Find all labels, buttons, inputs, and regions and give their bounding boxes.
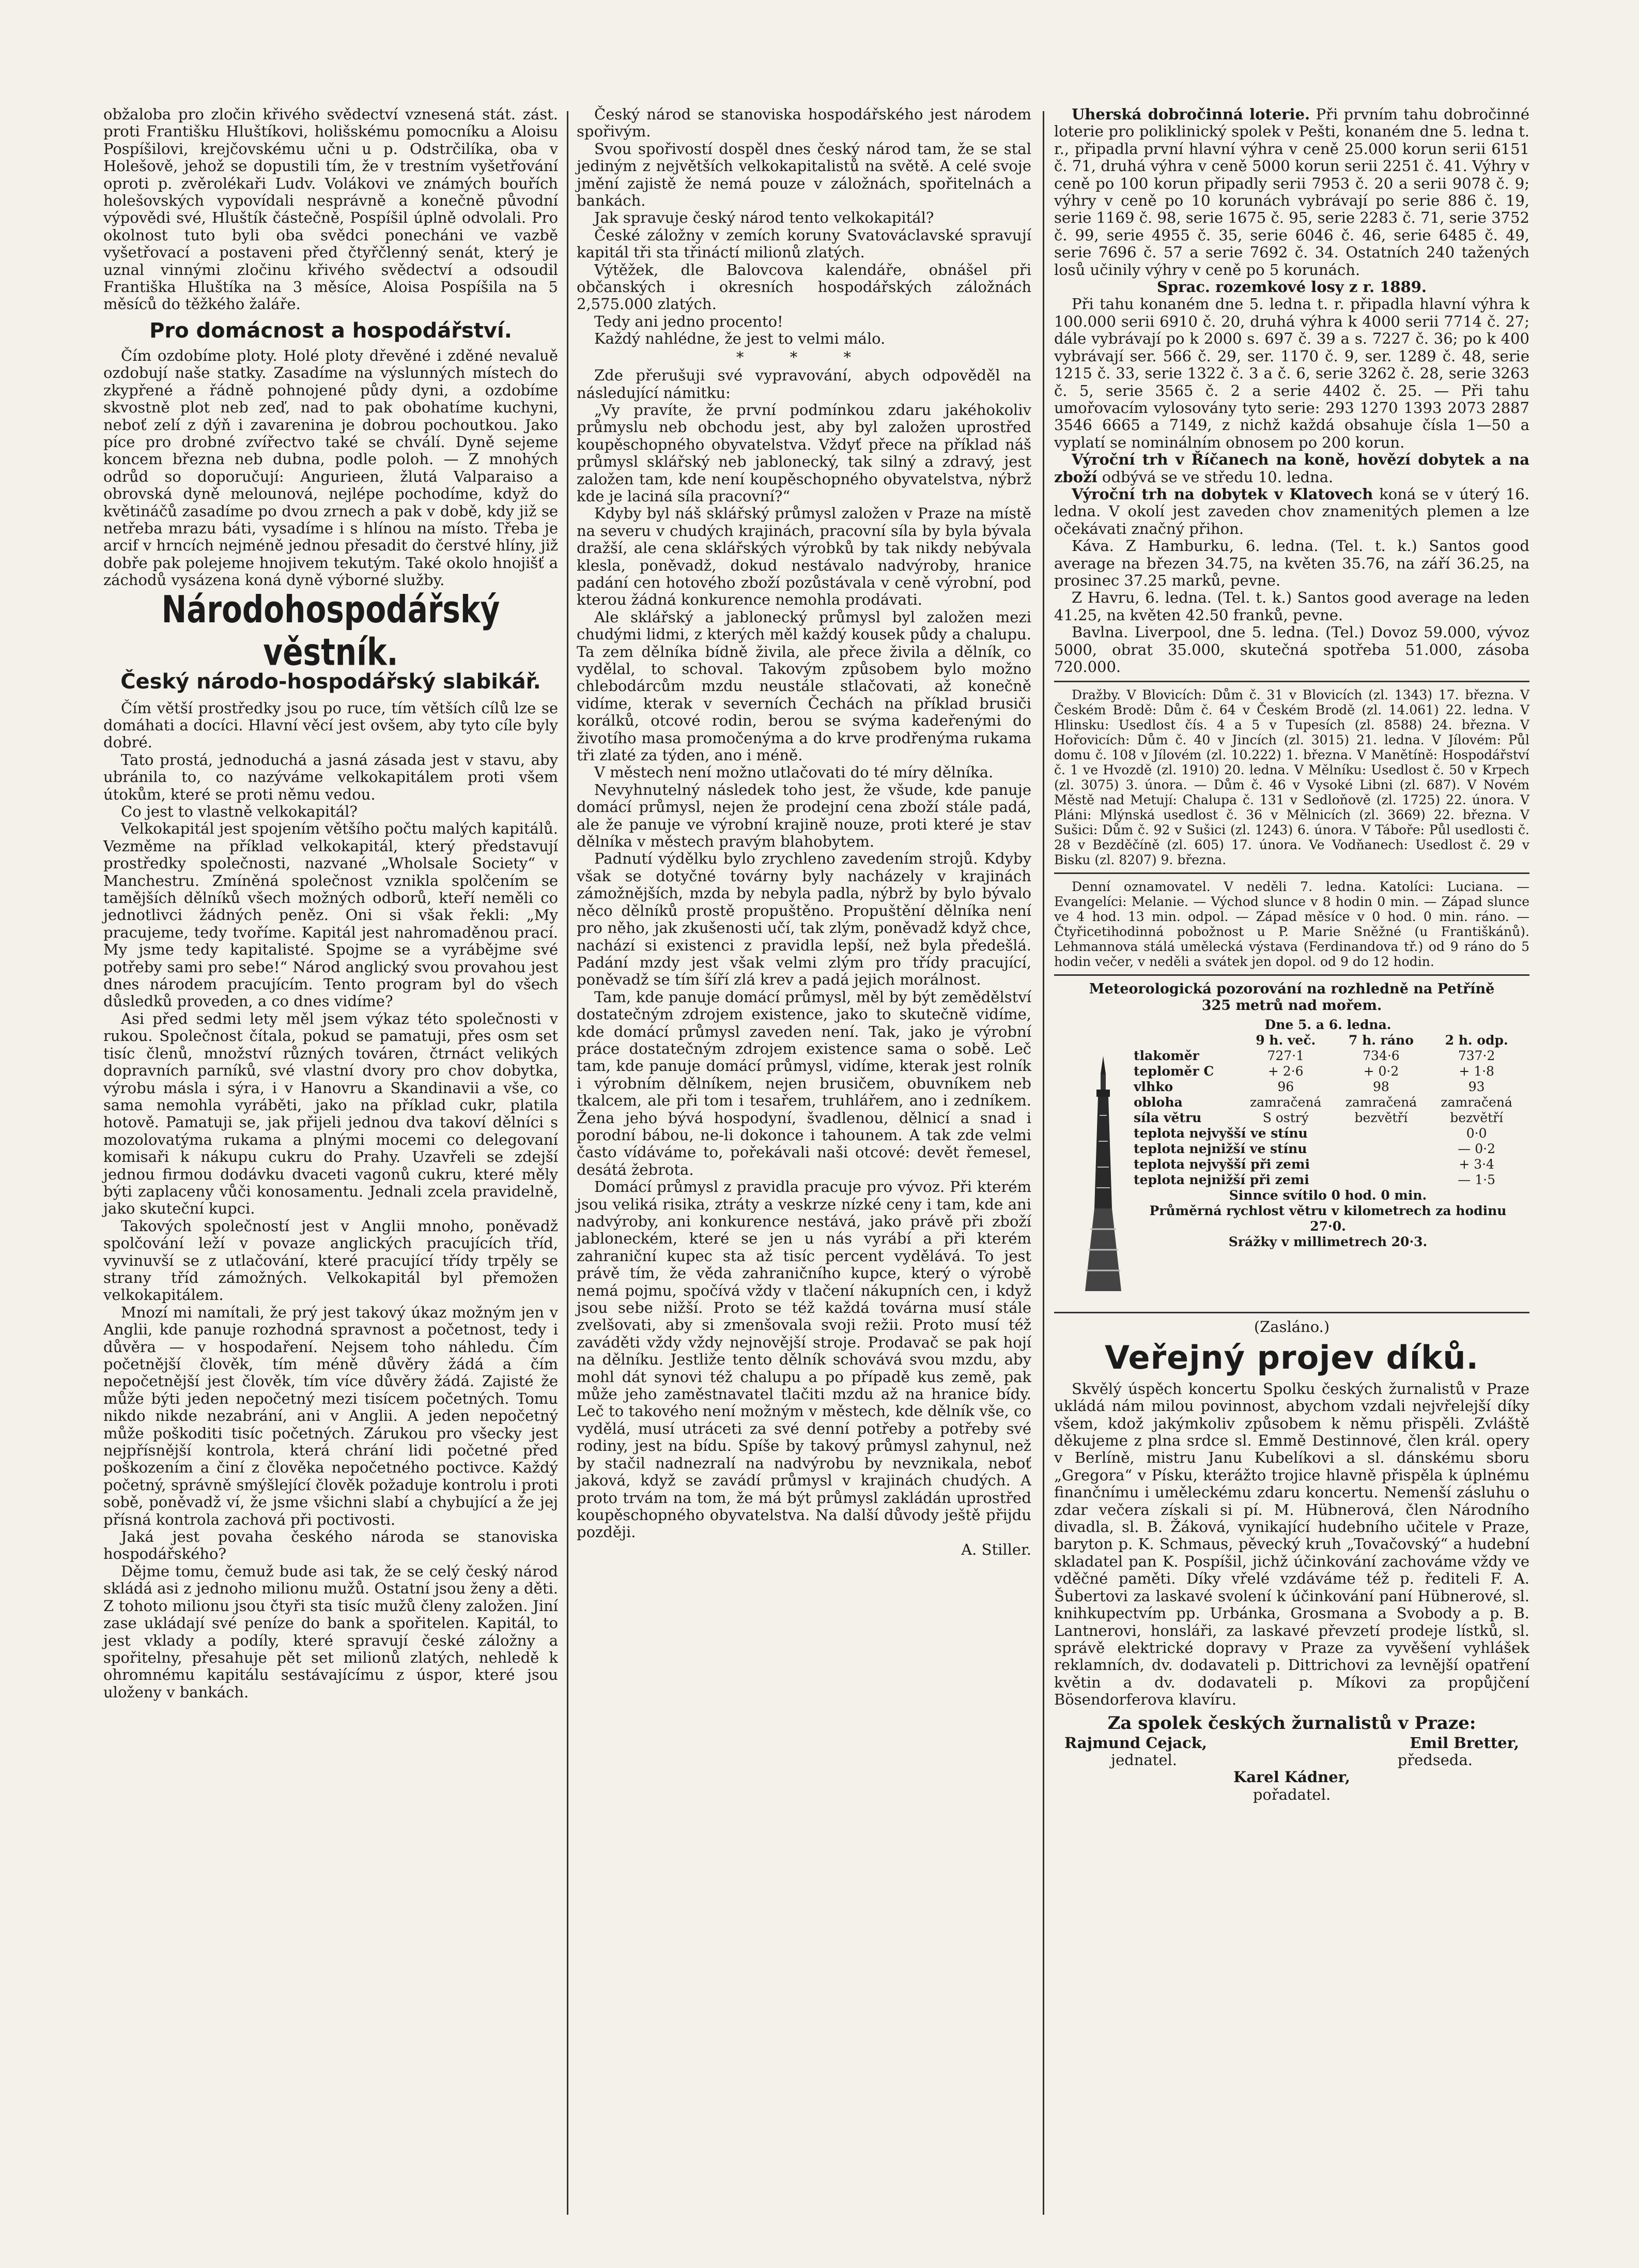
table-row xyxy=(1132,1079,1524,1095)
paragraph: Asi před sedmi lety měl jsem výkaz této společnosti v rukou. Společnost čítala, pokud se pamatuji, přes osm set tisíc členů, množství různých továren, čtrnáct velikých dopravních parníků, své vlastní dvory pro chov dobytka, výrobu másla i sýra, i v Hanovru a Skandinavii a vše, co sama nemohla vyráběti, jako na příklad cukr, platila hotově. Pamatuji se, jak přijeli jednou dva takoví dělníci s mozolovatýma rukama a plnými mocemi co delegovaní komisaři k nákupu cukru do Prahy. Uzavřeli se zdejší jednou firmou dodávku dvaceti vagonů cukru, které měly býti zaplaceny vůči konosamentu. Jednali zcela pravidelně, jako skuteční kupci. xyxy=(103,1009,558,1218)
row-label: obloha xyxy=(1134,1095,1183,1110)
paragraph: Nevyhnutelný následek toho jest, že všude, kde panuje domácí průmysl, nejen že prodejní cena zboží stále padá, ale že panuje ve výrobní krajině nouze, proti které je stav dělníka v městech pravým blahobytem. xyxy=(577,780,1031,851)
column-header: 9 h. več. xyxy=(1256,1033,1316,1048)
table-row xyxy=(1132,1110,1524,1126)
zaslano-label: (Zasláno.) xyxy=(1254,1318,1330,1336)
signature-role: jednatel. xyxy=(1111,1751,1177,1769)
section-heading: Národohospodářský věstník. xyxy=(161,587,500,674)
paragraph: Velkokapitál jest spojením většího počtu malých kapitálů. Vezměme na příklad velkokapitál, který představují prostředky společnosti, nazvané „Wholsale Society“ v Manchestru. Zmíněná společnost vznikla spolčením se tamějších dělníků všech možných odborů, kteří neměli co jednotlivci žádných peněz. Oni si však řekli: „My pracujeme, tedy tvoříme. Kapitál jest nahromaděnou prací. My jsme tedy kapitalisté. Spojme se a vyrábějme své potřeby sami pro sebe!“ Národ anglický svou provahou jest dnes národem pracujícím. Tento program byl do všech důsledků proveden, a co dnes vidíme? xyxy=(103,820,558,1010)
item-heading: Výroční trh na dobytek v Klatovech xyxy=(1072,485,1373,503)
paragraph: Tam, kde panuje domácí průmysl, měl by být zemědělství dostatečným zdrojem existence, jako to skutečně vidíme, kde domácí průmysl zaveden není. Tak, jako je výrobní práce dostatečným zdrojem existence sama o sobě. Leč tam, kde panuje domácí průmysl, vidíme, kterak jest rolník i výrobním dělníkem, nejen brusičem, obuvníkem neb tkalcem, ale při tom i tesařem, truhlářem, ano i zedníkem. Žena jeho bývá hospodyní, švadlenou, dělnicí a snad i porodní bábou, ne-li dokonce i tahounem. A tak zde velmi často vídáváme to, pořekávali naši otcové: devět řemesel, desátá žebrota. xyxy=(577,988,1031,1178)
paragraph: Co jest to vlastně velkokapitál? xyxy=(121,803,358,820)
table-row xyxy=(1132,1141,1524,1157)
signature-roles xyxy=(1054,1752,1529,1769)
paragraph: Čím větší prostředky jsou po ruce, tím větších cílů lze se domáhati a docíci. Hlavní věcí jest ovšem, aby tyto cíle byly dobré. xyxy=(103,699,558,752)
column-header: 2 h. odp. xyxy=(1445,1033,1508,1048)
weather-date: Dne 5. a 6. ledna. xyxy=(1264,1017,1391,1033)
paragraph: Skvělý úspěch koncertu Spolku českých žurnalistů v Praze ukládá nám milou povinnost, abychom vzdali nejvřelejší díky všem, kdož jakýmkoliv způsobem k němu přispěli. Zvláště děkujeme z plna srdce sl. Emmě Destinnové, člen král. opery v Berlíně, mistru Janu Kubelíkovi a sl. dánskému sboru „Gregora“ v Písku, kterážto trojice hlavně přispěla k úplnému finančnímu i uměleckému zdaru koncertu. Nemenší zásluhu o zdar večera získali si pí. M. Hübnerová, člen Národního divadla, sl. B. Žáková, vynikající hudebního učitele v Praze, baryton p. K. Schmaus, pěvecký kruh „Tovačovský“ a hudební skladatel pan K. Pospíšil, jichž účinkování zachováme vždy ve vděčné paměti. Díky vřelé vzdáváme též p. řediteli F. A. Šubertovi za laskavé svolení k účinkování paní Hübnerové, sl. knihkupectvím pp. Urbánka, Grosmana a Svobody a p. B. Lantnerovi, honsláři, za laskavé převzetí prodeje lístků, sl. správě elektrické dopravy v Praze za vyvěšení vyhlášek reklamních, dv. dodavateli p. Dittrichovi za levnější opatření květin a dv. dodavateli p. Míkovi za propůjčení Bösendorferova klavíru. xyxy=(1054,1380,1529,1709)
cell: 96 xyxy=(1277,1079,1294,1095)
column-rule xyxy=(567,111,568,2215)
cell: bezvětří xyxy=(1450,1110,1504,1126)
table-row xyxy=(1132,1126,1524,1141)
column-3 xyxy=(1054,106,1529,1803)
cell: 734·6 xyxy=(1363,1048,1400,1064)
auctions: Dražby. V Blovicích: Dům č. 31 v Blovicích (zl. 1343) 17. března. V Českém Brodě: Dům č. 64 v Českém Brodě (zl. 14.061) 22. ledna. V Hlinsku: Usedlost čís. 4 a 5 v Tupesích (zl. 8588) 24. března. V Hořovicích: Dům č. 40 v Jincích (zl. 3015) 21. ledna. V Jílovém: Půl domu č. 108 v Jílovém (zl. 10.222) 1. března. V Manětíně: Hospodářství č. 1 ve Hvozdě (zl. 1910) 20. ledna. V Mělníku: Usedlost č. 50 v Krpech (zl. 3075) 3. února. — Dům č. 46 v Vysoké Libni (zl. 687). V Novém Městě nad Metují: Chalupa č. 131 v Sedloňově (zl. 1725) 22. února. V Pláni: Mlýnská usedlost č. 36 v Mělnicích (zl. 3669) 22. března. V Sušici: Dům č. 92 v Sušici (zl. 1243) 6. února. V Táboře: Půl usedlosti č. 28 v Bezděčíně (zl. 605) 17. února. Ve Vodňanech: Usedlost č. 29 v Bisku (zl. 8207) 9. března. xyxy=(1054,687,1529,868)
news-item: Z Havru, 6. ledna. (Tel. t. k.) Santos good average na leden 41.25, na květen 42.50 franků, pevne. xyxy=(1054,589,1529,624)
cell: zamračená xyxy=(1441,1095,1512,1110)
cell: 0·0 xyxy=(1466,1126,1487,1141)
paragraph: Kdyby byl náš sklářský průmysl založen v Praze na místě na severu v chudých krajinách, pracovní síla by byla bývala dražší, ale cena sklářských výrobků by tak nikdy nebývala klesla, poněvadž, dokud nestávalo nadvýroby, hranice padání cen hotového zboží pozůstávala v ceně výrobní, pod kterou žádná konkurence nemohla prodávati. xyxy=(577,504,1031,609)
signature-name: Karel Kádner, xyxy=(1233,1768,1350,1786)
news-item: Při tahu konaném dne 5. ledna t. r. připadla hlavní výhra k 100.000 serii 6910 č. 20, druhá výhra k 4000 serii 7714 č. 27; dále vybrávají po k 2000 s. 697 č. 39 a s. 7227 č. 36; po k 400 vybrávají ser. 566 č. 29, ser. 1170 č. 9, ser. 1289 č. 48, serie 1215 č. 33, serie 1322 č. 3 a č. 6, serie 3262 č. 28, serie 3263 č. 5, serie 3565 č. 2 a serie 4402 č. 25. — Při tahu umořovacím vylosovány tyto serie: 293 1270 1393 2073 2887 3546 6665 a 7149, z nichž každá obsahuje čísla 1—50 a vyplatí se nominálním obnosem po 200 korun. xyxy=(1054,295,1529,451)
cell: + 2·6 xyxy=(1267,1064,1304,1079)
news-item xyxy=(1054,486,1529,538)
cell: — 1·5 xyxy=(1458,1172,1495,1188)
row-label: vlhko xyxy=(1134,1079,1173,1095)
cell: zamračená xyxy=(1345,1095,1417,1110)
table-row xyxy=(1132,1095,1524,1110)
column-header: 7 h. ráno xyxy=(1348,1033,1414,1048)
daily-calendar: Denní oznamovatel. V neděli 7. ledna. Katolíci: Luciana. — Evangelíci: Melanie. — Východ slunce v 8 hodin 0 min. — Západ slunce ve 4 hod. 13 min. odpol. — Západ měsíce v 0 hod. 0 min. ráno. — Čtyřicetihodinná pobožnost u P. Marie Sněžné (u Františkánů). Lehmannova stálá umělecká výstava (Ferdinandova tř.) od 9 ráno do 5 hodin večer, v neděli a svátek jen dopol. od 9 do 12 hodin. xyxy=(1054,879,1529,970)
table-header-row xyxy=(1132,1033,1524,1048)
row-label: síla větru xyxy=(1134,1110,1202,1126)
cell: S ostrý xyxy=(1262,1110,1309,1126)
weather-grid xyxy=(1132,1033,1524,1188)
separator-stars: * * * xyxy=(736,348,872,366)
weather-subtitle: 325 metrů nad mořem. xyxy=(1201,998,1382,1014)
paragraph: Tedy ani jedno procento! xyxy=(594,312,783,330)
row-label: teplota nejnižší při zemi xyxy=(1134,1172,1309,1188)
weather-note: Srážky v millimetrech 20·3. xyxy=(1228,1234,1428,1250)
paragraph: Dějme tomu, čemuž bude asi tak, že se celý český národ skládá asi z jednoho milionu mužů. Ostatní jsou ženy a děti. Z tohoto milionu jsou čtyři sta tisíc mužů členy založen. Jiní zase ukládají své peníze do bank a spořitelen. Kapitál, to jest vklady a podíly, které spravují české záložny a spořitelny, přesahuje pět set milionů zlatých, nehledě k ohromnému kapitálu sestávajícímu z úspor, které jsou uloženy v bankách. xyxy=(103,1562,558,1701)
paragraph: Padnutí výdělku bylo zrychleno zavedením strojů. Kdyby však se dotyčné továrny byly nacházely v krajinách zámožnějších, mzda by nebyla padla, nýbrž by bylo bývalo něco dělníků prostě propuštěno. Propuštění dělníka není pro něho, jak zkušenosti učí, tak zlým, poněvadž když chce, nachází si existenci z pravidla lepší, než byla předešlá. Padání mzdy jest však velmi zlým pro třídy pracující, poněvadž se tím šíří zlá krev a padá jejich morálnost. xyxy=(577,850,1031,989)
item-text: koná se v úterý 16. ledna. V okolí jest zaveden chov znamenitých plemen a lze očekávati značný přihon. xyxy=(1054,485,1529,538)
article-title: Český národo-hospodářský slabikář. xyxy=(120,669,541,694)
column-1 xyxy=(103,106,558,1701)
cell: 98 xyxy=(1373,1079,1389,1095)
weather-report xyxy=(1054,1017,1529,1307)
weather-note: Sinnce svítilo 0 hod. 0 min. xyxy=(1229,1188,1427,1203)
cell: 93 xyxy=(1468,1079,1485,1095)
paragraph: Jak spravuje český národ tento velkokapitál? xyxy=(594,209,934,227)
table-row xyxy=(1132,1048,1524,1064)
table-row xyxy=(1132,1157,1524,1172)
paragraph: „Vy pravíte, že první podmínkou zdaru jakéhokoliv průmyslu neb obchodu jest, aby byl založen uprostřed koupěschopného obyvatelstva. Vždyť přece na příklad náš průmysl sklářský neb jablonecký, tak silný a zdravý, jest založen tam, kde není koupěschopného obyvatelstva, nýbrž kde je laciná síla pracovní?“ xyxy=(577,401,1031,505)
row-label: tlakoměr xyxy=(1134,1048,1199,1064)
signature-name: Rajmund Cejack, xyxy=(1064,1734,1207,1752)
table-row xyxy=(1132,1064,1524,1079)
cell: + 0·2 xyxy=(1363,1064,1399,1079)
paragraph: Český národ se stanoviska hospodářského jest národem spořivým. xyxy=(577,105,1031,141)
item-heading: Sprac. rozemkové losy z r. 1889. xyxy=(1156,278,1427,296)
paragraph: Čím ozdobíme ploty. Holé ploty dřevěné i zděné nevaluě ozdobují naše statky. Zasadíme na výslunných místech do zkypřené a řádně pohnojené půdy dyni, a ozdobíme skvostně plot neb zeď, nad to pak obohatíme kuchyni, neboť zelí z dýň i zavarenina je dobrou pochoutkou. Jako píce pro drobné zvířectvo také se chválí. Dyně sejeme koncem března neb dubna, podle poloh. — Z mnohých odrůd so doporučují: Angurieen, žlutá Valparaiso a obrovská dyně melounová, nejlépe pochodíme, když do květináčů zasadíme po dvou zrnech a pak v době, kdy již se netřeba mrazu báti, vysadíme i s hlínou na místo. Třeba je arcif v hrncích nejméně jednou přesadit do čerstvé hlíny, již dobře pak polejeme hnojivem tekutým. Také okolo hnojišť a záchodů vysázena koná dyně výborné služby. xyxy=(103,346,558,589)
weather-title: Meteorologická pozorování na rozhledně na Petříně xyxy=(1089,981,1495,998)
cell: 727·1 xyxy=(1267,1048,1305,1064)
cell: + 3·4 xyxy=(1459,1157,1494,1172)
petrin-tower-illustration xyxy=(1075,1053,1132,1296)
organization-line: Za spolek českých žurnalistů v Praze: xyxy=(1107,1712,1476,1734)
row-label: teploměr C xyxy=(1134,1064,1214,1079)
paragraph: Výtěžek, dle Balovcova kalendáře, obnášel při občanských i okresních hospodářských záložnách 2,575.000 zlatých. xyxy=(577,260,1031,313)
signatures xyxy=(1054,1735,1529,1752)
paragraph: Takových společností jest v Anglii mnoho, poněvadž spolčování leží v povaze anglických pracujících tříd, vyvinuvší se z utlačování, které pracující třídy trpěly se strany tříd zámožných. Velkokapitál byl přemožen velkokapitálem. xyxy=(103,1217,558,1304)
cell: + 1·8 xyxy=(1459,1064,1494,1079)
paragraph: obžaloba pro zločin křivého svědectví vznesená stát. zást. proti Františku Hluštíkovi, holišskému pomocníku a Aloisu Pospíšilovi, krejčovskému učni u p. Odstrčilíka, oba v Holešově, jehož se dopustili tím, že v trestním vyšetřování oproti p. zvěrolékaři Ludv. Volákovi ve známých bouřích holešovských vypovídali nesprávně a konečně původní výpovědi své, Hluštík částečně, Pospíšil úplně odvolali. Pro okolnost tuto byli oba svědci ponecháni ve vazbě vyšetřovací a postaveni před čtyřčlenný senát, který je uznal vinnými zločinu křivého svědectví a odsoudil Františka Hluštíka na 3 měsíce, Aloisa Pospíšila na 5 měsíců do těžkého žaláře. xyxy=(103,105,558,313)
item-text: Při prvním tahu dobročinné loterie pro poliklinický spolek v Pešti, konaném dne 5. ledna t. r., připadla první hlavní výhra v ceně 25.000 korun serii 6151 č. 71, druhá výhra v ceně 5000 korun serii 2251 č. 41. Výhry v ceně po 100 korun připadly serii 7953 č. 20 a serii 9078 č. 9; výhry v ceně po 10 korunách vybrávají po serie 886 č. 19, serie 1169 č. 98, serie 1675 č. 95, serie 2283 č. 71, serie 3752 č. 99, serie 4955 č. 35, serie 6046 č. 46, serie 6485 č. 49, serie 7696 č. 57 a serie 7692 č. 34. Ostatních 240 tažených losů učinily výhry v ceně po 5 korunách. xyxy=(1054,105,1529,279)
author-signature: A. Stiller. xyxy=(961,1540,1031,1558)
news-item: Káva. Z Hamburku, 6. ledna. (Tel. t. k.) Santos good average na březen 34.75, na květen 35.76, na září 36.25, na prosinec 37.25 marků, pevne. xyxy=(1054,537,1529,589)
row-label: teplota nejvyšší ve stínu xyxy=(1134,1126,1308,1141)
weather-table xyxy=(1132,1017,1524,1250)
weather-note: Průměrná rychlost větru v kilometrech za hodinu 27·0. xyxy=(1149,1203,1507,1234)
item-heading: Uherská dobročinná loterie. xyxy=(1072,105,1310,123)
paragraph: V městech není možno utlačovati do té míry dělníka. xyxy=(594,763,994,781)
paragraph: Každý nahlédne, že jest to velmi málo. xyxy=(594,330,886,348)
row-label: teplota nejnižší ve stínu xyxy=(1134,1141,1307,1157)
news-item: Bavlna. Liverpool, dne 5. ledna. (Tel.) Dovoz 59.000, vývoz 5000, obrat 35.000, skutečná spotřeba 51.000, zásoba 720.000. xyxy=(1054,623,1529,676)
signature-role: předseda. xyxy=(1397,1751,1473,1769)
news-item xyxy=(1054,451,1529,486)
cell: bezvětří xyxy=(1354,1110,1408,1126)
divider xyxy=(1054,974,1529,976)
cell: 737·2 xyxy=(1458,1048,1495,1064)
news-item xyxy=(1054,106,1529,279)
paragraph: České záložny v zemích koruny Svatováclavské spravují kapitál tři sta třináctí milionů zlatých. xyxy=(577,226,1031,262)
paragraph: Domácí průmysl z pravidla pracuje pro vývoz. Při kterém jsou veliká risika, ztráty a veskrze nízké ceny i tam, kde ani nadvýroby, ani konkurence nestává, jako právě při zboží jabloneckém, které se jen u nás vyrábí a při kterém zahraniční kupec sta až tisíc percent vydělává. To jest právě tím, že věda zahraničního kupce, který o výrobě nemá pojmu, spočívá vždy v tlačení nákupních cen, i když jsou sebe nižší. Proto se též každá továrna musí stále zvelšovati, aby si zmenšovala svoji režii. Proto musí též zaváděti vždy vždy nejnovější stroje. Prodavač se pak hojí na dělníku. Jestliže tento dělník schovává svou mzdu, aby mohl dát synovi též chalupu a po případě kus země, pak může jeho zaměstnavatel tlačiti mzdu až na hranice bídy. Leč to takového není možným v městech, kde dělník vše, co vydělá, musí utráceti za své denní potřeby a potřeby své rodiny, jest na bídu. Spíše by takový průmysl zahynul, než by stačil nadnezralí na nadvýrobu by nevznikala, neboť jaková, když se zavádí průmysl v krajinách chudých. A proto trvám na tom, že má být průmysl zakládán uprostřed koupěschopného obyvatelstva. Na další důvody ještě přijdu později. xyxy=(577,1178,1031,1541)
paragraph: Zde přerušuji své vypravování, abych odpověděl na následující námitku: xyxy=(577,366,1031,402)
signature-name: Emil Bretter, xyxy=(1410,1734,1519,1752)
section-heading: Pro domácnost a hospodářství. xyxy=(149,318,512,343)
paragraph: Tato prostá, jednoduchá a jasná zásada jest v stavu, aby ubránila to, co nazýváme velkokapitálem proti všem útokům, které se proti němu vedou. xyxy=(103,750,558,803)
paragraph: Mnozí mi namítali, že prý jest takový úkaz možným jen v Anglii, kde panuje rozhodná spravnost a početnost, tedy i důvěra — v hospodaření. Nejsem toho náhledu. Čím početnější člověk, tím méně důvěry žádá a čím nepočetnější jest člověk, tím více důvěry žádá. Zajisté že může býti jeden nepočetný mezi tisícem početných. Tomu nikdo nikde nezabrání, ani v Anglii. A jeden nepočetný může poškoditi tisíc početných. Zárukou pro všecky jest nejpřísnější kontrola, která chrání lidi početné před poškozením a činí z člověka nepočetného poctivce. Každý početný, správně smýšlející člověk požaduje kontrolu i proti sobě, poněvadž ví, že jsme všichni slabí a chybující a že jej přísná kontrola zachová při poctivosti. xyxy=(103,1303,558,1528)
row-label: teplota nejvyšší při zemi xyxy=(1134,1157,1310,1172)
cell: — 0·2 xyxy=(1458,1141,1495,1157)
column-2 xyxy=(577,106,1031,1558)
column-rule xyxy=(1043,111,1044,2215)
paragraph: Svou spořivostí dospěl dnes český národ tam, že se stal jediným z největších velkokapitalistů na světě. A celé svoje jmění zajistě že nemá pouze v záložnách, spořitelnách a bankách. xyxy=(577,140,1031,210)
divider xyxy=(1054,872,1529,874)
cell: zamračená xyxy=(1250,1095,1322,1110)
item-text: odbývá se ve středu 10. ledna. xyxy=(1102,468,1334,486)
thanks-heading: Veřejný projev díků. xyxy=(1104,1338,1479,1376)
item-heading: Výroční trh v Říčanech na koně, hovězí dobytek a na zboží xyxy=(1054,451,1529,486)
signature-role: pořadatel. xyxy=(1253,1785,1331,1803)
divider xyxy=(1054,1312,1529,1313)
paragraph: Jaká jest povaha českého národa se stanoviska hospodářského? xyxy=(103,1528,558,1563)
divider xyxy=(1054,681,1529,682)
table-row xyxy=(1132,1172,1524,1188)
paragraph: Ale sklářský a jablonecký průmysl byl založen mezi chudými lidmi, z kterých měl každý kousek půdy a chalupu. Ta zem dělníka bídně živila, ale přece živila a dělník, co vydělal, to schoval. Takovým způsobem bylo možno chlebodárcům mzdu neustále stlačovati, až konečně vidíme, kterak v severních Čechách na příklad brusiči korálků, otcové rodin, berou se svýma kadeřenými do životího masa promočenýma a do krve prodřenýma rukama tři zlaté za týden, ano i méně. xyxy=(577,608,1031,764)
